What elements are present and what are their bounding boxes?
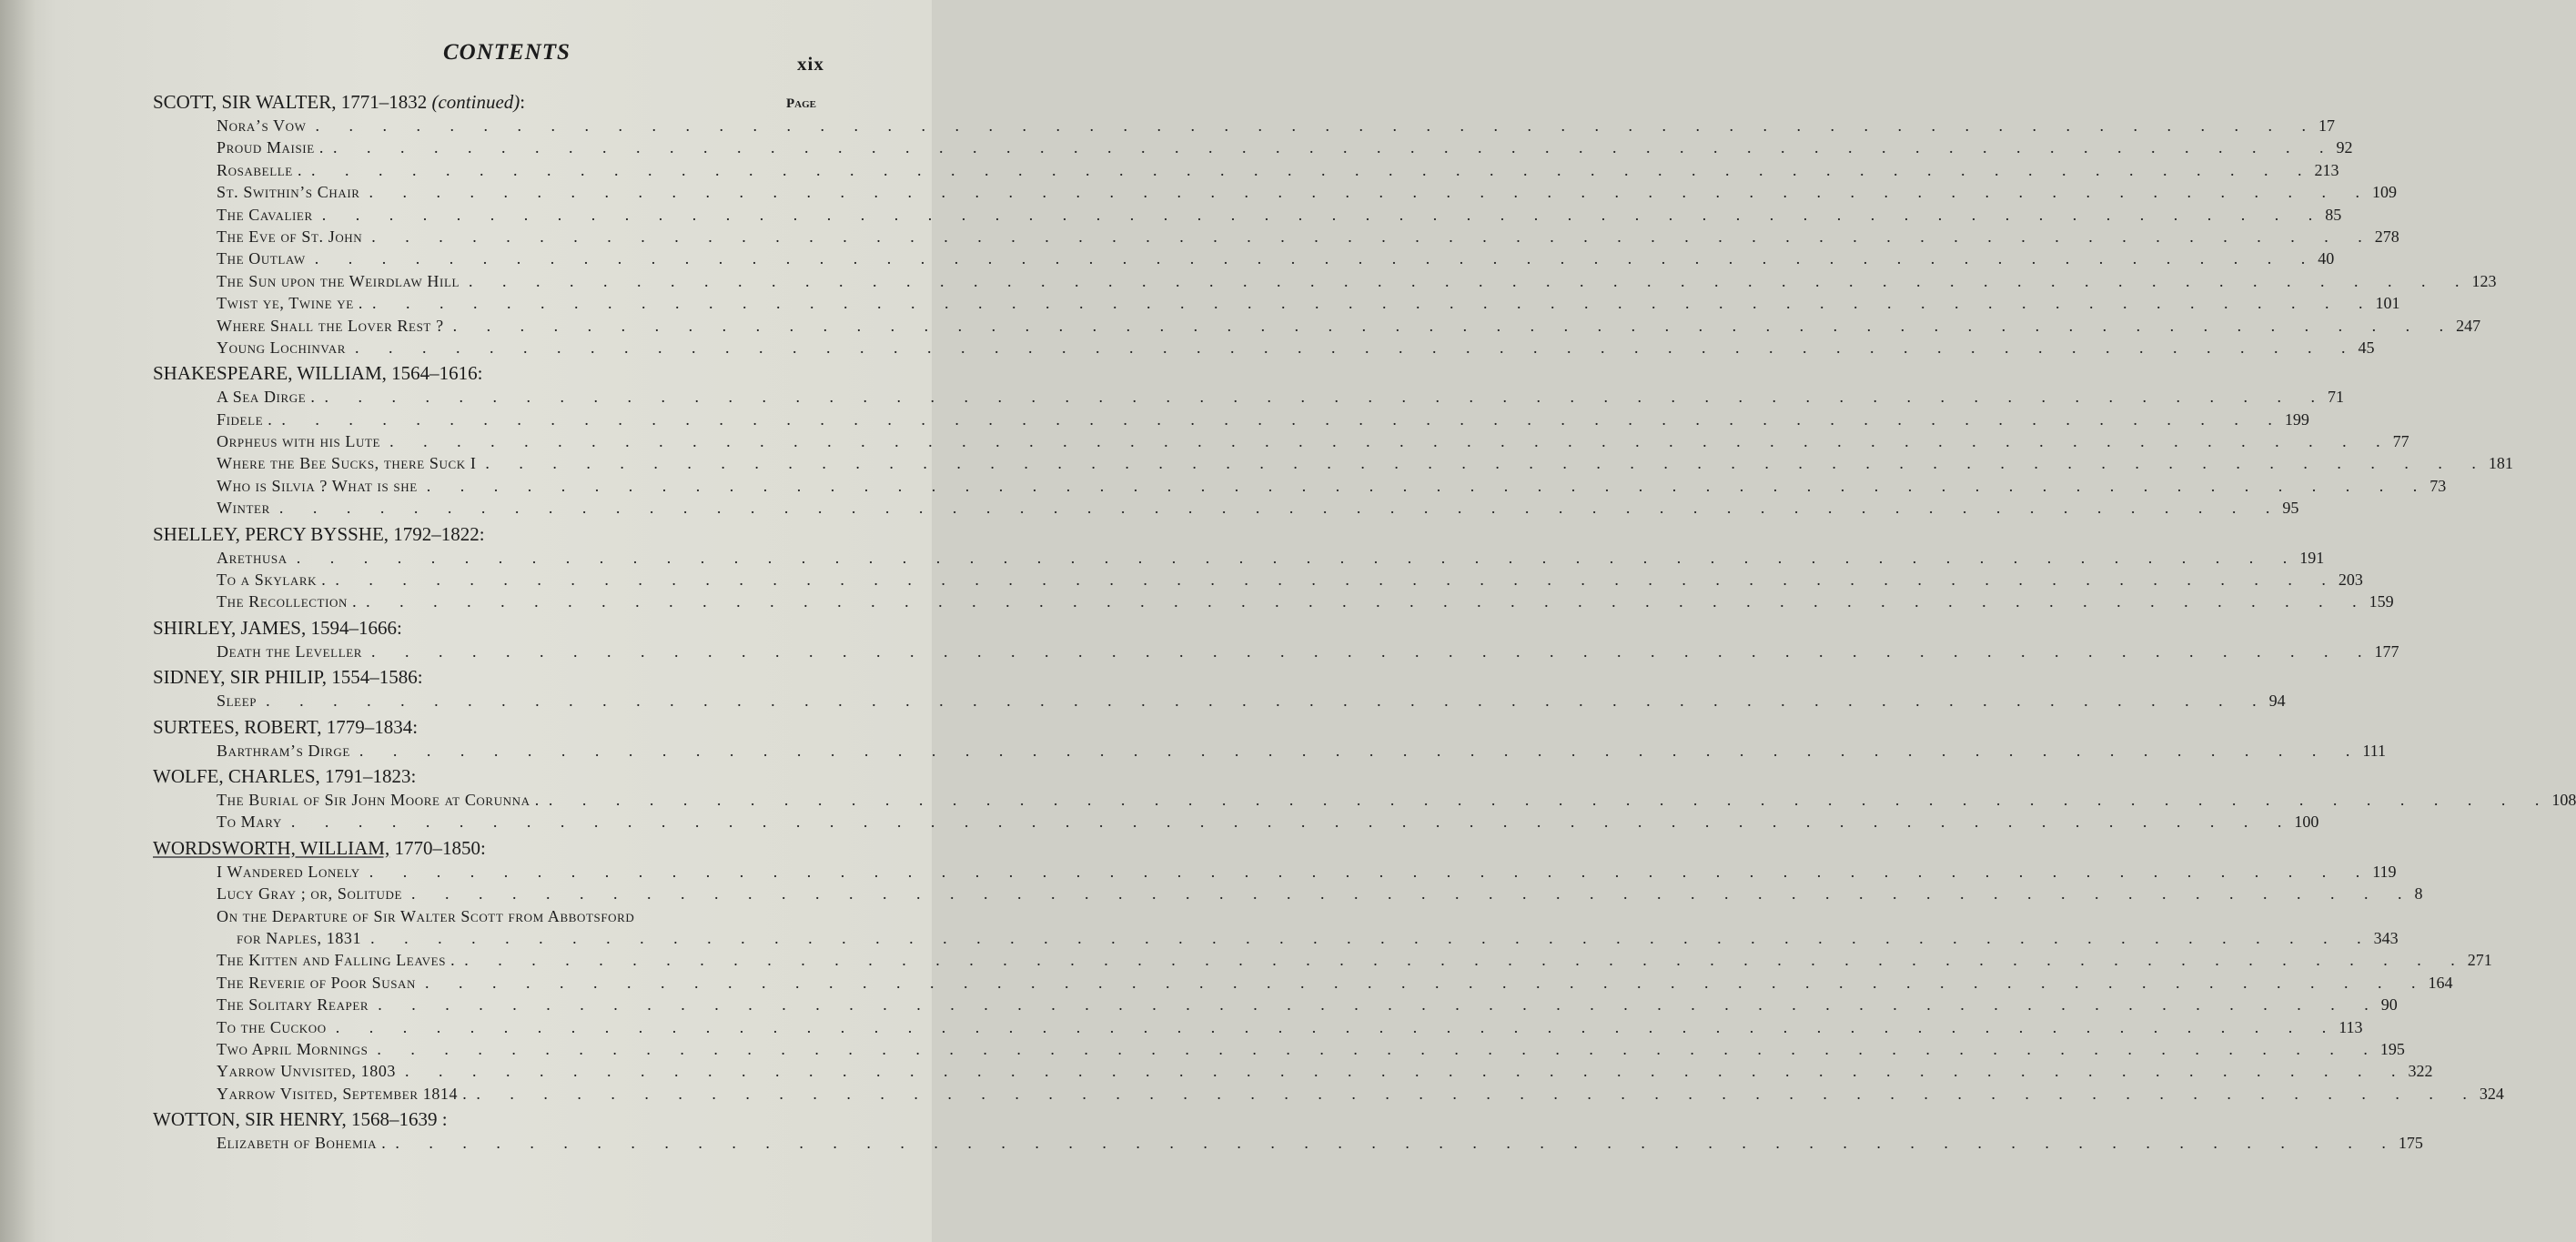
dot-leader: . . . . . . . . . . . . . . . . . . . . . . . . . . . . . . . . . . . . . . . . . . . . . . . . . . . . . . . . . . . . bbox=[476, 1084, 2480, 1103]
entry-page-number: 247 bbox=[2456, 316, 2481, 335]
dot-leader: . . . . . . . . . . . . . . . . . . . . . . . . . . . . . . . . . . . . . . . . . . . . . . . . . . . . . . . . . . . . bbox=[311, 160, 2315, 179]
author-name: SIDNEY, SIR PHILIP, 1554–1586 bbox=[153, 666, 418, 689]
author-group bbox=[153, 666, 2286, 712]
entry-page-number: 92 bbox=[2336, 138, 2353, 157]
author-group bbox=[153, 362, 2513, 519]
toc-entry[interactable] bbox=[153, 115, 2336, 136]
entry-title: Two April Mornings bbox=[217, 1039, 369, 1058]
toc-entry[interactable] bbox=[153, 861, 2397, 883]
entry-page-number: 101 bbox=[2375, 294, 2400, 313]
toc-entry[interactable] bbox=[153, 883, 2423, 904]
entry-page-number: 100 bbox=[2294, 813, 2319, 832]
toc-entry[interactable] bbox=[153, 1016, 2363, 1038]
dot-leader: . . . . . . . . . . . . . . . . . . . . . . . . . . . . . . . . . . . . . . . . . . . . . . . . . . . . . . . . . . . . bbox=[324, 388, 2328, 407]
dot-leader: . . . . . . . . . . . . . . . . . . . . . . . . . . . . . . . . . . . . . . . . . . . . . . . . . . . . . . . . . . . . bbox=[296, 548, 2300, 567]
toc-entry[interactable] bbox=[153, 315, 2481, 337]
author-dates: 1770–1850 bbox=[394, 836, 480, 859]
entry-page-number: 40 bbox=[2318, 249, 2335, 268]
dot-leader: . . . . . . . . . . . . . . . . . . . . . . . . . . . . . . . . . . . . . . . . . . . . . . . . . . . . . . . . . . . . bbox=[469, 271, 2472, 290]
toc-entry[interactable] bbox=[153, 591, 2394, 612]
author-group bbox=[153, 836, 2504, 1105]
author-suffix: : bbox=[412, 715, 419, 738]
binding-gutter bbox=[0, 0, 36, 1242]
author-name: WORDSWORTH, WILLIAM, bbox=[153, 836, 390, 859]
entry-title: The Eve of St. John bbox=[217, 227, 363, 246]
entry-title: Sleep bbox=[217, 692, 258, 711]
author-heading bbox=[153, 765, 830, 789]
author-name: SHELLEY, PERCY BYSSHE, 1792–1822 bbox=[153, 522, 480, 545]
entry-title: Young Lochinvar bbox=[217, 338, 346, 357]
toc-entry[interactable] bbox=[153, 409, 2309, 430]
toc-entry[interactable] bbox=[153, 159, 2339, 181]
toc-entry[interactable] bbox=[153, 811, 2319, 833]
author-name: SCOTT, SIR WALTER, 1771–1832 bbox=[153, 91, 428, 113]
toc-entry[interactable] bbox=[153, 905, 830, 927]
toc-entry[interactable] bbox=[153, 1038, 2405, 1060]
author-name: SHIRLEY, JAMES, 1594–1666 bbox=[153, 616, 397, 639]
author-name: SURTEES, ROBERT, 1779–1834 bbox=[153, 715, 413, 738]
author-suffix: : bbox=[477, 362, 483, 385]
entry-title: To a Skylark . bbox=[217, 571, 327, 590]
entry-page-number: 181 bbox=[2488, 454, 2513, 473]
toc-entry[interactable] bbox=[153, 452, 2513, 474]
toc-entry[interactable] bbox=[153, 641, 2399, 662]
dot-leader: . . . . . . . . . . . . . . . . . . . . . . . . . . . . . . . . . . . . . . . . . . . . . . . . . . . . . . . . . . . . bbox=[548, 790, 2552, 809]
entry-title: The Reverie of Poor Susan bbox=[217, 973, 417, 992]
toc-entry[interactable] bbox=[153, 226, 2399, 247]
author-group bbox=[153, 715, 2387, 762]
toc-entry[interactable] bbox=[153, 292, 2400, 314]
entry-page-number: 119 bbox=[2372, 862, 2397, 881]
author-group bbox=[153, 91, 2497, 358]
author-group bbox=[153, 616, 2399, 662]
toc-entry[interactable] bbox=[153, 136, 2353, 158]
dot-leader: . . . . . . . . . . . . . . . . . . . . . . . . . . . . . . . . . . . . . . . . . . . . . . . . . . . . . . . . . . . . bbox=[485, 454, 2489, 473]
entry-title: The Burial of Sir John Moore at Corunna . bbox=[217, 790, 540, 809]
entry-page-number: 85 bbox=[2325, 205, 2342, 224]
entry-page-number: 278 bbox=[2374, 227, 2399, 246]
dot-leader: . . . . . . . . . . . . . . . . . . . . . . . . . . . . . . . . . . . . . . . . . . . . . . . . . . . . . . . . . . . . bbox=[335, 571, 2339, 590]
author-group bbox=[153, 764, 2576, 833]
entry-title: A Sea Dirge . bbox=[217, 388, 316, 407]
entry-page-number: 109 bbox=[2372, 183, 2398, 202]
author-suffix: : bbox=[396, 616, 402, 639]
author-name: WOLFE, CHARLES, 1791–1823 bbox=[153, 764, 411, 787]
toc-entry[interactable] bbox=[153, 181, 2398, 203]
author-name: WOTTON, SIR HENRY, 1568–1639 bbox=[153, 1108, 438, 1131]
entry-page-number: 159 bbox=[2369, 592, 2394, 611]
author-heading bbox=[153, 1108, 830, 1132]
entry-title: St. Swithin’s Chair bbox=[217, 183, 360, 202]
entry-page-number: 343 bbox=[2373, 928, 2399, 947]
author-heading bbox=[153, 716, 830, 740]
entry-title: The Recollection . bbox=[217, 592, 358, 611]
dot-leader: . . . . . . . . . . . . . . . . . . . . . . . . . . . . . . . . . . . . . . . . . . . . . . . . . . . . . . . . . . . . bbox=[266, 692, 2269, 711]
page-number: xix bbox=[797, 53, 824, 75]
entry-page-number: 17 bbox=[2318, 116, 2336, 135]
entry-page-number: 123 bbox=[2471, 271, 2497, 290]
entry-page-number: 203 bbox=[2338, 571, 2363, 590]
dot-leader: . . . . . . . . . . . . . . . . . . . . . . . . . . . . . . . . . . . . . . . . . . . . . . . . . . . . . . . . . . . . bbox=[369, 183, 2373, 202]
entry-page-number: 322 bbox=[2408, 1062, 2433, 1081]
author-heading bbox=[153, 837, 830, 861]
entry-page-number: 111 bbox=[2362, 741, 2387, 760]
table-of-contents bbox=[153, 89, 2576, 1157]
entry-page-number: 195 bbox=[2379, 1039, 2405, 1058]
dot-leader: . . . . . . . . . . . . . . . . . . . . . . . . . . . . . . . . . . . . . . . . . . . . . . . . . . . . . . . . . . . . bbox=[377, 1039, 2380, 1058]
entry-title: Where Shall the Lover Rest ? bbox=[217, 316, 444, 335]
entry-page-number: 95 bbox=[2282, 499, 2299, 518]
author-name: SHAKESPEARE, WILLIAM, 1564–1616 bbox=[153, 362, 478, 385]
entry-title: Barthram’s Dirge bbox=[217, 741, 350, 760]
author-suffix: : bbox=[480, 836, 486, 859]
dot-leader: . . . . . . . . . . . . . . . . . . . . . . . . . . . . . . . . . . . . . . . . . . . . . . . . . . . . . . . . . . . . bbox=[290, 813, 2295, 832]
entry-page-number: 177 bbox=[2374, 641, 2399, 661]
entry-title: The Outlaw bbox=[217, 249, 306, 268]
entry-page-number: 71 bbox=[2327, 388, 2344, 407]
entry-title: Arethusa bbox=[217, 548, 288, 567]
toc-entry[interactable] bbox=[153, 1083, 2504, 1105]
dot-leader: . . . . . . . . . . . . . . . . . . . . . . . . . . . . . . . . . . . . . . . . . . . . . . . . . . . . . . . . . . . . bbox=[321, 205, 2326, 224]
toc-entry[interactable] bbox=[153, 547, 2325, 569]
dot-leader: . . . . . . . . . . . . . . . . . . . . . . . . . . . . . . . . . . . . . . . . . . . . . . . . . . . . . . . . . . . . bbox=[369, 862, 2373, 881]
dot-leader: . . . . . . . . . . . . . . . . . . . . . . . . . . . . . . . . . . . . . . . . . . . . . . . . . . . . . . . . . . . . bbox=[426, 476, 2430, 495]
entry-title: Nora’s Vow bbox=[217, 116, 307, 135]
entry-page-number: 213 bbox=[2314, 160, 2339, 179]
entry-title: Fidele . bbox=[217, 409, 273, 429]
author-heading bbox=[153, 362, 830, 386]
author-heading bbox=[153, 91, 830, 115]
dot-leader: . . . . . . . . . . . . . . . . . . . . . . . . . . . . . . . . . . . . . . . . . . . . . . . . . . . . . . . . . . . . bbox=[410, 884, 2415, 904]
author-group bbox=[153, 522, 2394, 613]
toc-entry[interactable] bbox=[153, 927, 2399, 949]
toc-entry[interactable] bbox=[153, 430, 2409, 452]
toc-entry[interactable] bbox=[153, 972, 2453, 994]
entry-page-number: 8 bbox=[2414, 884, 2423, 904]
continued-note: (continued) bbox=[431, 91, 520, 113]
toc-entry[interactable] bbox=[153, 789, 2576, 811]
running-header-title: CONTENTS bbox=[443, 40, 571, 65]
author-suffix: : bbox=[417, 666, 423, 689]
entry-page-number: 324 bbox=[2479, 1084, 2504, 1103]
toc-entry[interactable] bbox=[153, 204, 2342, 226]
entry-title: The Solitary Reaper bbox=[217, 995, 369, 1015]
entry-title: The Kitten and Falling Leaves . bbox=[217, 951, 456, 970]
entry-page-number: 45 bbox=[2358, 338, 2375, 357]
dot-leader: . . . . . . . . . . . . . . . . . . . . . . . . . . . . . . . . . . . . . . . . . . . . . . . . . . . . . . . . . . . . bbox=[278, 499, 2283, 518]
entry-title: The Sun upon the Weirdlaw Hill bbox=[217, 271, 460, 290]
toc-entry[interactable] bbox=[153, 1060, 2433, 1082]
toc-entry[interactable] bbox=[153, 386, 2344, 408]
toc-entry[interactable] bbox=[153, 1132, 2423, 1154]
dot-leader: . . . . . . . . . . . . . . . . . . . . . . . . . . . . . . . . . . . . . . . . . . . . . . . . . . . . . . . . . . . . bbox=[281, 409, 2285, 429]
toc-entry[interactable] bbox=[153, 337, 2375, 358]
author-suffix: : bbox=[479, 522, 485, 545]
entry-page-number: 113 bbox=[2339, 1017, 2363, 1036]
dot-leader: . . . . . . . . . . . . . . . . . . . . . . . . . . . . . . . . . . . . . . . . . . . . . . . . . . . . . . . . . . . . bbox=[425, 973, 2429, 992]
entry-title: The Cavalier bbox=[217, 205, 313, 224]
entry-title: Elizabeth of Bohemia . bbox=[217, 1134, 387, 1153]
entry-title: Proud Maisie . bbox=[217, 138, 324, 157]
entry-page-number: 77 bbox=[2392, 432, 2409, 451]
dot-leader: . . . . . . . . . . . . . . . . . . . . . . . . . . . . . . . . . . . . . . . . . . . . . . . . . . . . . . . . . . . . bbox=[372, 294, 2376, 313]
author-heading bbox=[153, 617, 830, 641]
entry-page-number: 271 bbox=[2467, 951, 2492, 970]
author-heading bbox=[153, 666, 830, 690]
entry-title: To the Cuckoo bbox=[217, 1017, 327, 1036]
author-suffix: : bbox=[410, 764, 417, 787]
entry-page-number: 94 bbox=[2268, 692, 2286, 711]
entry-page-number: 73 bbox=[2430, 476, 2447, 495]
toc-entry[interactable] bbox=[153, 497, 2299, 519]
author-group bbox=[153, 1108, 2423, 1154]
toc-entry[interactable] bbox=[153, 270, 2497, 292]
dot-leader: . . . . . . . . . . . . . . . . . . . . . . . . . . . . . . . . . . . . . . . . . . . . . . . . . . . . . . . . . . . . bbox=[370, 928, 2374, 947]
dot-leader: . . . . . . . . . . . . . . . . . . . . . . . . . . . . . . . . . . . . . . . . . . . . . . . . . . . . . . . . . . . . bbox=[332, 138, 2337, 157]
dot-leader: . . . . . . . . . . . . . . . . . . . . . . . . . . . . . . . . . . . . . . . . . . . . . . . . . . . . . . . . . . . . bbox=[395, 1134, 2399, 1153]
entry-title: Where the Bee Sucks, there Suck I bbox=[217, 454, 477, 473]
dot-leader: . . . . . . . . . . . . . . . . . . . . . . . . . . . . . . . . . . . . . . . . . . . . . . . . . . . . . . . . . . . . bbox=[405, 1062, 2409, 1081]
author-suffix: : bbox=[520, 91, 526, 113]
dot-leader: . . . . . . . . . . . . . . . . . . . . . . . . . . . . . . . . . . . . . . . . . . . . . . . . . . . . . . . . . . . . bbox=[359, 741, 2363, 760]
entry-title: I Wandered Lonely bbox=[217, 862, 360, 881]
entry-title: for Naples, 1831 bbox=[237, 928, 362, 947]
entry-page-number: 191 bbox=[2299, 548, 2325, 567]
toc-entry[interactable] bbox=[153, 994, 2398, 1015]
dot-leader: . . . . . . . . . . . . . . . . . . . . . . . . . . . . . . . . . . . . . . . . . . . . . . . . . . . . . . . . . . . . bbox=[335, 1017, 2339, 1036]
entry-title: Winter bbox=[217, 499, 270, 518]
dot-leader: . . . . . . . . . . . . . . . . . . . . . . . . . . . . . . . . . . . . . . . . . . . . . . . . . . . . . . . . . . . . bbox=[371, 227, 2375, 246]
entry-page-number: 175 bbox=[2398, 1134, 2423, 1153]
author-suffix: : bbox=[437, 1108, 448, 1131]
entry-title: On the Departure of Sir Walter Scott from Abbotsford bbox=[217, 906, 635, 925]
entry-title: Death the Leveller bbox=[217, 641, 363, 661]
entry-title: Yarrow Visited, September 1814 . bbox=[217, 1084, 468, 1103]
dot-leader: . . . . . . . . . . . . . . . . . . . . . . . . . . . . . . . . . . . . . . . . . . . . . . . . . . . . . . . . . . . . bbox=[354, 338, 2359, 357]
dot-leader: . . . . . . . . . . . . . . . . . . . . . . . . . . . . . . . . . . . . . . . . . . . . . . . . . . . . . . . . . . . . bbox=[315, 116, 2319, 135]
toc-entry[interactable] bbox=[153, 740, 2387, 762]
entry-title: Rosabelle . bbox=[217, 160, 303, 179]
toc-entry[interactable] bbox=[153, 949, 2492, 971]
dot-leader: . . . . . . . . . . . . . . . . . . . . . . . . . . . . . . . . . . . . . . . . . . . . . . . . . . . . . . . . . . . . bbox=[452, 316, 2457, 335]
toc-entry[interactable] bbox=[153, 690, 2286, 712]
entry-page-number: 164 bbox=[2428, 973, 2453, 992]
dot-leader: . . . . . . . . . . . . . . . . . . . . . . . . . . . . . . . . . . . . . . . . . . . . . . . . . . . . . . . . . . . . bbox=[366, 592, 2369, 611]
toc-entry[interactable] bbox=[153, 475, 2447, 497]
entry-page-number: 90 bbox=[2380, 995, 2398, 1015]
dot-leader: . . . . . . . . . . . . . . . . . . . . . . . . . . . . . . . . . . . . . . . . . . . . . . . . . . . . . . . . . . . . bbox=[314, 249, 2318, 268]
dot-leader: . . . . . . . . . . . . . . . . . . . . . . . . . . . . . . . . . . . . . . . . . . . . . . . . . . . . . . . . . . . . bbox=[378, 995, 2381, 1015]
dot-leader: . . . . . . . . . . . . . . . . . . . . . . . . . . . . . . . . . . . . . . . . . . . . . . . . . . . . . . . . . . . . bbox=[464, 951, 2468, 970]
dot-leader: . . . . . . . . . . . . . . . . . . . . . . . . . . . . . . . . . . . . . . . . . . . . . . . . . . . . . . . . . . . . bbox=[371, 641, 2375, 661]
entry-title: Yarrow Unvisited, 1803 bbox=[217, 1062, 397, 1081]
entry-title: Lucy Gray ; or, Solitude bbox=[217, 884, 402, 904]
entry-title: Who is Silvia ? What is she bbox=[217, 476, 418, 495]
entry-title: Orpheus with his Lute bbox=[217, 432, 381, 451]
page-column-label: Page bbox=[786, 96, 816, 111]
toc-entry[interactable] bbox=[153, 247, 2335, 269]
entry-title: To Mary bbox=[217, 813, 282, 832]
entry-page-number: 108 bbox=[2551, 790, 2576, 809]
entry-page-number: 199 bbox=[2284, 409, 2309, 429]
entry-title: Twist ye, Twine ye . bbox=[217, 294, 364, 313]
dot-leader: . . . . . . . . . . . . . . . . . . . . . . . . . . . . . . . . . . . . . . . . . . . . . . . . . . . . . . . . . . . . bbox=[389, 432, 2393, 451]
author-heading bbox=[153, 523, 830, 547]
toc-entry[interactable] bbox=[153, 569, 2363, 591]
